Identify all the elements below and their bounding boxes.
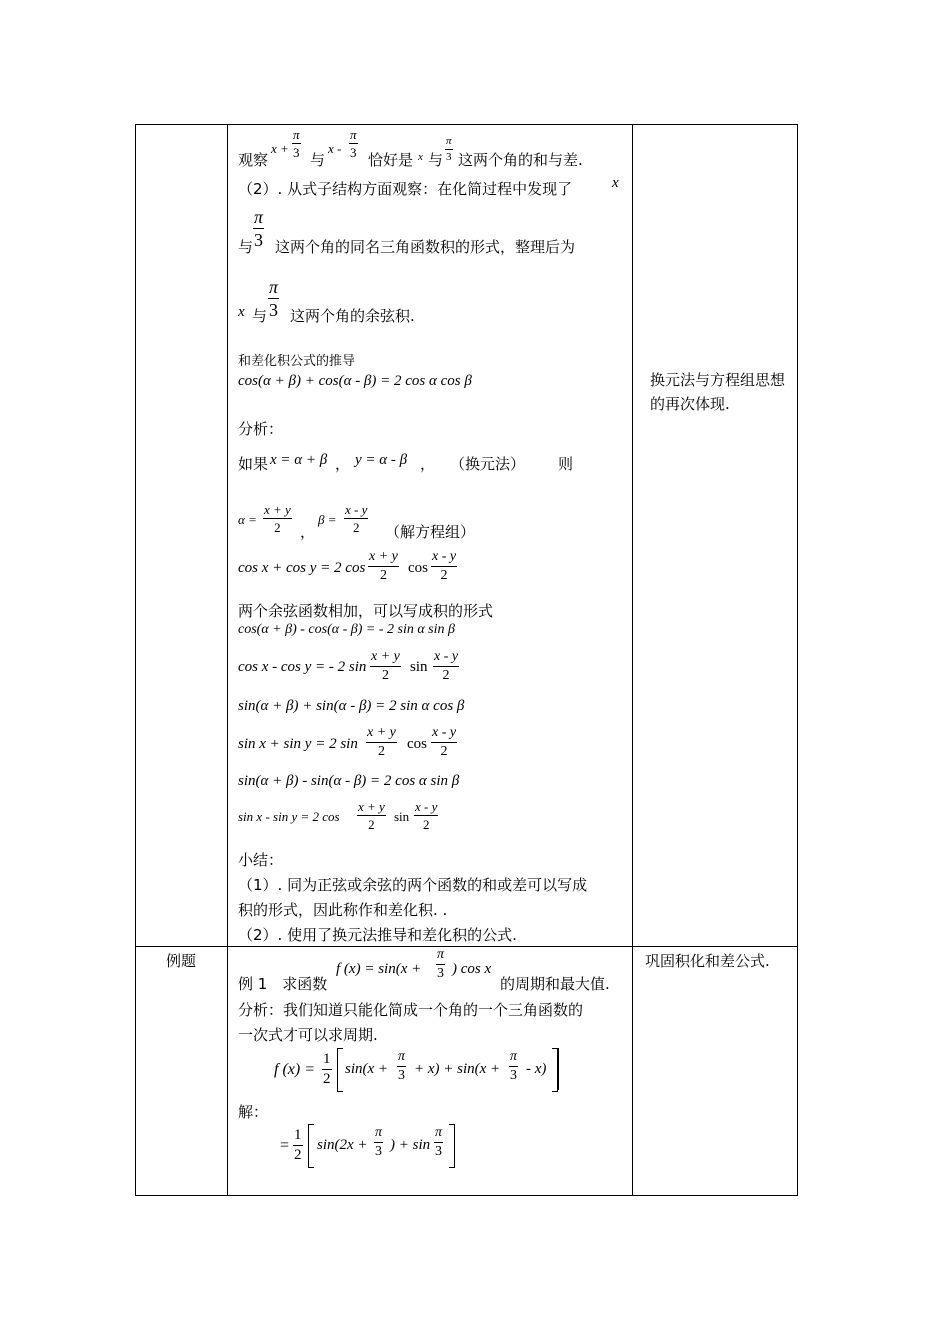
- example-fx: f (x) = sin(x +: [336, 961, 422, 977]
- frac-bar: [374, 1142, 383, 1143]
- cos-diff-sin: sin: [410, 659, 428, 675]
- analysis-line2: 一次式才可以求周期.: [238, 1026, 378, 1044]
- frac-pi-3-a: [292, 128, 301, 159]
- bracket-2-l: [308, 1124, 314, 1168]
- bracket-1-top: [337, 1048, 343, 1092]
- frac-num: π: [350, 127, 357, 142]
- solution-mid: + x) + sin(x +: [414, 1061, 501, 1077]
- frac-half-2: [293, 1128, 303, 1163]
- heading-derivation: 和差化积公式的推导: [238, 354, 356, 369]
- observe-x-minus: x -: [328, 141, 342, 156]
- frac-den: 3: [510, 1068, 517, 1083]
- frac-den: 2: [323, 1071, 331, 1087]
- frac-sin-diff-2: [414, 800, 438, 831]
- frac-num: π: [398, 1049, 406, 1064]
- frac-den: 2: [352, 520, 360, 535]
- observe-x: x: [418, 151, 423, 163]
- frac-sin-diff-1: [357, 800, 386, 831]
- frac-bar: [509, 1066, 518, 1067]
- formula-sin-diff: sin(α + β) - sin(α - β) = 2 cos α sin β: [238, 773, 460, 789]
- formula-sin-sum: sin(α + β) + sin(α - β) = 2 sin α cos β: [238, 698, 465, 714]
- observe-suffix: 这两个角的和与差.: [458, 151, 583, 169]
- frac-bar: [414, 815, 438, 816]
- cos-sum-cos: cos: [408, 560, 428, 576]
- frac-bar: [431, 566, 457, 567]
- two-cos-text: 两个余弦函数相加，可以写成积的形式: [238, 602, 494, 620]
- row2-label: 例题: [166, 952, 197, 970]
- solution-sin2x: sin(2x +: [317, 1137, 368, 1153]
- frac-den: 2: [440, 568, 448, 583]
- frac-bar: [263, 518, 292, 519]
- frac-sol-pi3-3: [374, 1126, 383, 1159]
- table-bottom-border: [135, 1195, 798, 1196]
- solve-system: （解方程组）: [385, 523, 476, 541]
- frac-sol-pi3-1: [397, 1050, 406, 1083]
- frac-den: 3: [350, 145, 357, 160]
- frac-bar: [370, 666, 401, 667]
- summary-1b: 积的形式，因此称作和差化积. .: [238, 901, 448, 919]
- frac-num: π: [510, 1049, 518, 1064]
- point2-line3-x: x: [238, 304, 245, 320]
- frac-cos-diff-1: [370, 650, 401, 683]
- frac-pi-3-b: [349, 128, 358, 159]
- frac-den: 2: [379, 568, 387, 583]
- observe-prefix: 观察: [238, 151, 269, 169]
- if-comma2: ，: [420, 455, 436, 473]
- frac-sol-pi3-4: [434, 1126, 443, 1159]
- table-row-divider: [135, 946, 798, 947]
- frac-sin-sum-2: [431, 726, 457, 759]
- cos-diff-lhs: cos x - cos y = - 2 sin: [238, 659, 367, 675]
- example-suffix: 的周期和最大值.: [500, 975, 610, 993]
- note-method: 换元法与方程组思想的再次体现.: [650, 371, 786, 413]
- frac-bar: [344, 518, 368, 519]
- frac-bar: [368, 566, 399, 567]
- table-right-border: [797, 124, 798, 1196]
- observe-mid1: 与: [310, 151, 326, 169]
- point2-line3-suffix: 这两个角的余弦积.: [290, 307, 415, 325]
- frac-pi-3-d: [253, 208, 264, 249]
- frac-den: 3: [269, 300, 279, 320]
- frac-num: x + y: [264, 502, 291, 517]
- frac-den: 3: [398, 1068, 405, 1083]
- frac-pi-3-c: [445, 136, 453, 163]
- frac-den: 2: [368, 817, 375, 832]
- solution-minus-x: - x): [526, 1061, 547, 1077]
- frac-num: π: [437, 947, 445, 962]
- frac-example-pi3: [436, 948, 445, 981]
- frac-den: 2: [294, 1147, 302, 1163]
- frac-den: 2: [381, 668, 389, 683]
- frac-bar: [433, 666, 459, 667]
- if-comma: ，: [335, 455, 351, 473]
- bracket-1-top-r: [552, 1048, 558, 1092]
- solution-sin1: sin(x +: [345, 1061, 389, 1077]
- table-col-divider-2: [632, 124, 633, 1196]
- frac-bar: [253, 228, 264, 229]
- frac-den: 2: [422, 817, 430, 832]
- frac-bar: [397, 1066, 406, 1067]
- frac-cos-sum-2: [431, 550, 457, 583]
- frac-den: 2: [377, 744, 385, 759]
- frac-den: 3: [254, 230, 264, 250]
- frac-cos-diff-2: [433, 650, 459, 683]
- frac-bar: [322, 1069, 332, 1070]
- frac-bar: [431, 742, 457, 743]
- if-method: （换元法）: [450, 455, 526, 473]
- frac-num: π: [375, 1125, 383, 1140]
- solution-label: 解：: [238, 1103, 269, 1121]
- point2-line2-prefix: 与: [238, 238, 254, 256]
- formula-cos-diff: cos(α + β) - cos(α - β) = - 2 sin α sin β: [238, 622, 455, 637]
- point2-x: x: [612, 175, 619, 191]
- summary-1a: （1）. 同为正弦或余弦的两个函数的和或差可以写成: [238, 876, 588, 894]
- frac-den: 2: [274, 520, 281, 535]
- frac-den: 3: [435, 1144, 442, 1159]
- solution-eq: =: [280, 1137, 290, 1154]
- observe-mid2: 恰好是: [368, 151, 414, 169]
- frac-pi-3-e: [268, 278, 279, 319]
- table-left-border: [135, 124, 136, 1196]
- if-y: y = α - β: [355, 452, 408, 468]
- frac-sin-sum-1: [366, 726, 397, 759]
- frac-bar: [366, 742, 397, 743]
- table-col-divider-1: [227, 124, 228, 1196]
- if-prefix: 如果: [238, 455, 269, 473]
- frac-num: x - y: [432, 725, 457, 740]
- frac-num: x - y: [434, 649, 459, 664]
- frac-half-1: [322, 1052, 332, 1087]
- frac-num: x + y: [369, 549, 398, 564]
- beta-eq: β =: [318, 512, 337, 527]
- table-top-border: [135, 124, 798, 125]
- frac-den: 3: [293, 145, 300, 160]
- frac-bar: [292, 143, 301, 144]
- cos-sum-lhs: cos x + cos y = 2 cos: [238, 560, 366, 576]
- point2-line3-mid: 与: [252, 307, 268, 325]
- frac-bar: [436, 964, 445, 965]
- frac-bar: [434, 1142, 443, 1143]
- frac-num: x - y: [345, 502, 368, 517]
- point2-line2-suffix: 这两个角的同名三角函数积的形式，整理后为: [275, 238, 576, 256]
- ab-comma: ，: [300, 523, 316, 541]
- frac-bar: [349, 143, 358, 144]
- frac-bar: [445, 149, 453, 150]
- frac-num: π: [435, 1125, 443, 1140]
- solution-fx: f (x) =: [274, 1061, 315, 1078]
- summary-2: （2）. 使用了换元法推导和差化积的公式.: [238, 926, 517, 944]
- alpha-eq: α =: [238, 512, 257, 527]
- summary-label: 小结：: [238, 851, 284, 869]
- frac-den: 3: [437, 966, 444, 981]
- observe-x-plus: x +: [271, 141, 289, 156]
- bracket-2-r: [449, 1124, 455, 1168]
- frac-num: x - y: [432, 549, 457, 564]
- frac-alpha: [263, 503, 292, 534]
- frac-num: 1: [323, 1051, 331, 1067]
- frac-num: π: [269, 277, 279, 297]
- solution-close-sin: ) + sin: [390, 1137, 431, 1153]
- frac-num: π: [446, 135, 452, 147]
- frac-num: π: [293, 127, 300, 142]
- sin-diff-sin: sin: [394, 809, 410, 824]
- frac-den: 2: [442, 668, 450, 683]
- frac-beta: [344, 503, 368, 534]
- analysis-line1: 分析：我们知道只能化简成一个角的一个三角函数的: [238, 1001, 584, 1019]
- frac-num: x - y: [415, 799, 438, 814]
- observe-mid3: 与: [428, 151, 444, 169]
- row2-note: 巩固积化和差公式.: [645, 952, 770, 970]
- frac-bar: [357, 815, 386, 816]
- formula-cos-sum: cos(α + β) + cos(α - β) = 2 cos α cos β: [238, 373, 472, 389]
- frac-sol-pi3-2: [509, 1050, 518, 1083]
- frac-num: 1: [294, 1127, 302, 1143]
- frac-num: x + y: [358, 799, 385, 814]
- if-then: 则: [558, 455, 574, 473]
- sin-sum-cos: cos: [407, 736, 427, 752]
- analysis-label: 分析：: [238, 420, 284, 438]
- point2-line1: （2）. 从式子结构方面观察：在化简过程中发现了: [238, 180, 573, 198]
- frac-bar: [268, 298, 279, 299]
- example-fx-tail: ) cos x: [452, 961, 492, 977]
- example-prefix: 例 1 求函数: [238, 975, 328, 993]
- frac-den: 2: [440, 744, 448, 759]
- frac-den: 3: [375, 1144, 382, 1159]
- frac-cos-sum-1: [368, 550, 399, 583]
- sin-sum-lhs: sin x + sin y = 2 sin: [238, 736, 358, 752]
- if-x: x = α + β: [270, 452, 328, 468]
- sin-diff-lhs: sin x - sin y = 2 cos: [238, 809, 340, 824]
- frac-den: 3: [446, 151, 452, 163]
- frac-num: x + y: [367, 725, 396, 740]
- frac-num: x + y: [371, 649, 400, 664]
- frac-bar: [293, 1145, 303, 1146]
- frac-num: π: [254, 207, 264, 227]
